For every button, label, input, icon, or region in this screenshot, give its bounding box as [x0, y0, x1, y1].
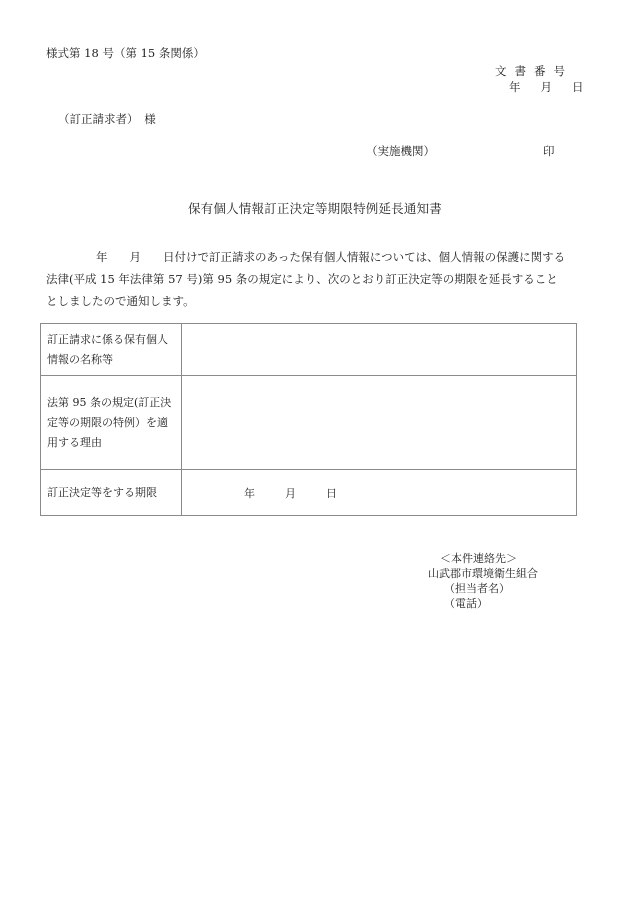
deadline-month: 月: [285, 486, 296, 500]
table-row: [41, 324, 577, 376]
body-line-1: [46, 246, 586, 268]
seal-mark: 印: [543, 144, 555, 158]
body-month: 月: [129, 250, 141, 264]
body-year: 年: [96, 250, 108, 264]
document-number-label: 文書番号: [495, 64, 573, 78]
row-value-reason[interactable]: [182, 376, 577, 470]
row-label-reason: 法第 95 条の規定(訂正決定等の期限の特例）を適用する理由: [41, 376, 182, 470]
deadline-day: 日: [326, 486, 337, 500]
form-number: 様式第 18 号（第 15 条関係）: [46, 46, 205, 60]
table-row: [41, 376, 577, 470]
body-line-1-rest: 日付けで訂正請求のあった保有個人情報については、個人情報の保護に関する: [163, 250, 566, 264]
row-value-deadline[interactable]: [182, 470, 577, 516]
contact-person: （担当者名）: [444, 582, 510, 595]
contact-heading: ＜本件連絡先＞: [440, 552, 517, 565]
body-line-3: としましたので通知します。: [46, 294, 195, 308]
row-label-deadline: 訂正決定等をする期限: [41, 470, 182, 516]
deadline-year: 年: [244, 486, 255, 500]
document-date-month: 月: [540, 80, 552, 94]
body-line-2: 法律(平成 15 年法律第 57 号)第 95 条の規定により、次のとおり訂正決定等の期限を延長すること: [46, 272, 558, 286]
contact-phone: （電話）: [444, 597, 488, 610]
document-date-year: 年: [509, 80, 521, 94]
row-label-info-name: 訂正請求に係る保有個人情報の名称等: [41, 324, 182, 376]
document-title: 保有個人情報訂正決定等期限特例延長通知書: [187, 201, 442, 216]
agency-label: （実施機関）: [366, 144, 435, 158]
info-table: [40, 323, 577, 516]
row-value-info-name[interactable]: [182, 324, 577, 376]
document-date-day: 日: [572, 80, 584, 94]
contact-organization: 山武郡市環境衛生組合: [428, 567, 538, 580]
document-date: [509, 82, 584, 94]
recipient: （訂正請求者） 様: [58, 112, 156, 126]
contact-block: [428, 551, 538, 611]
table-row: [41, 470, 577, 516]
body-text: [46, 246, 586, 312]
